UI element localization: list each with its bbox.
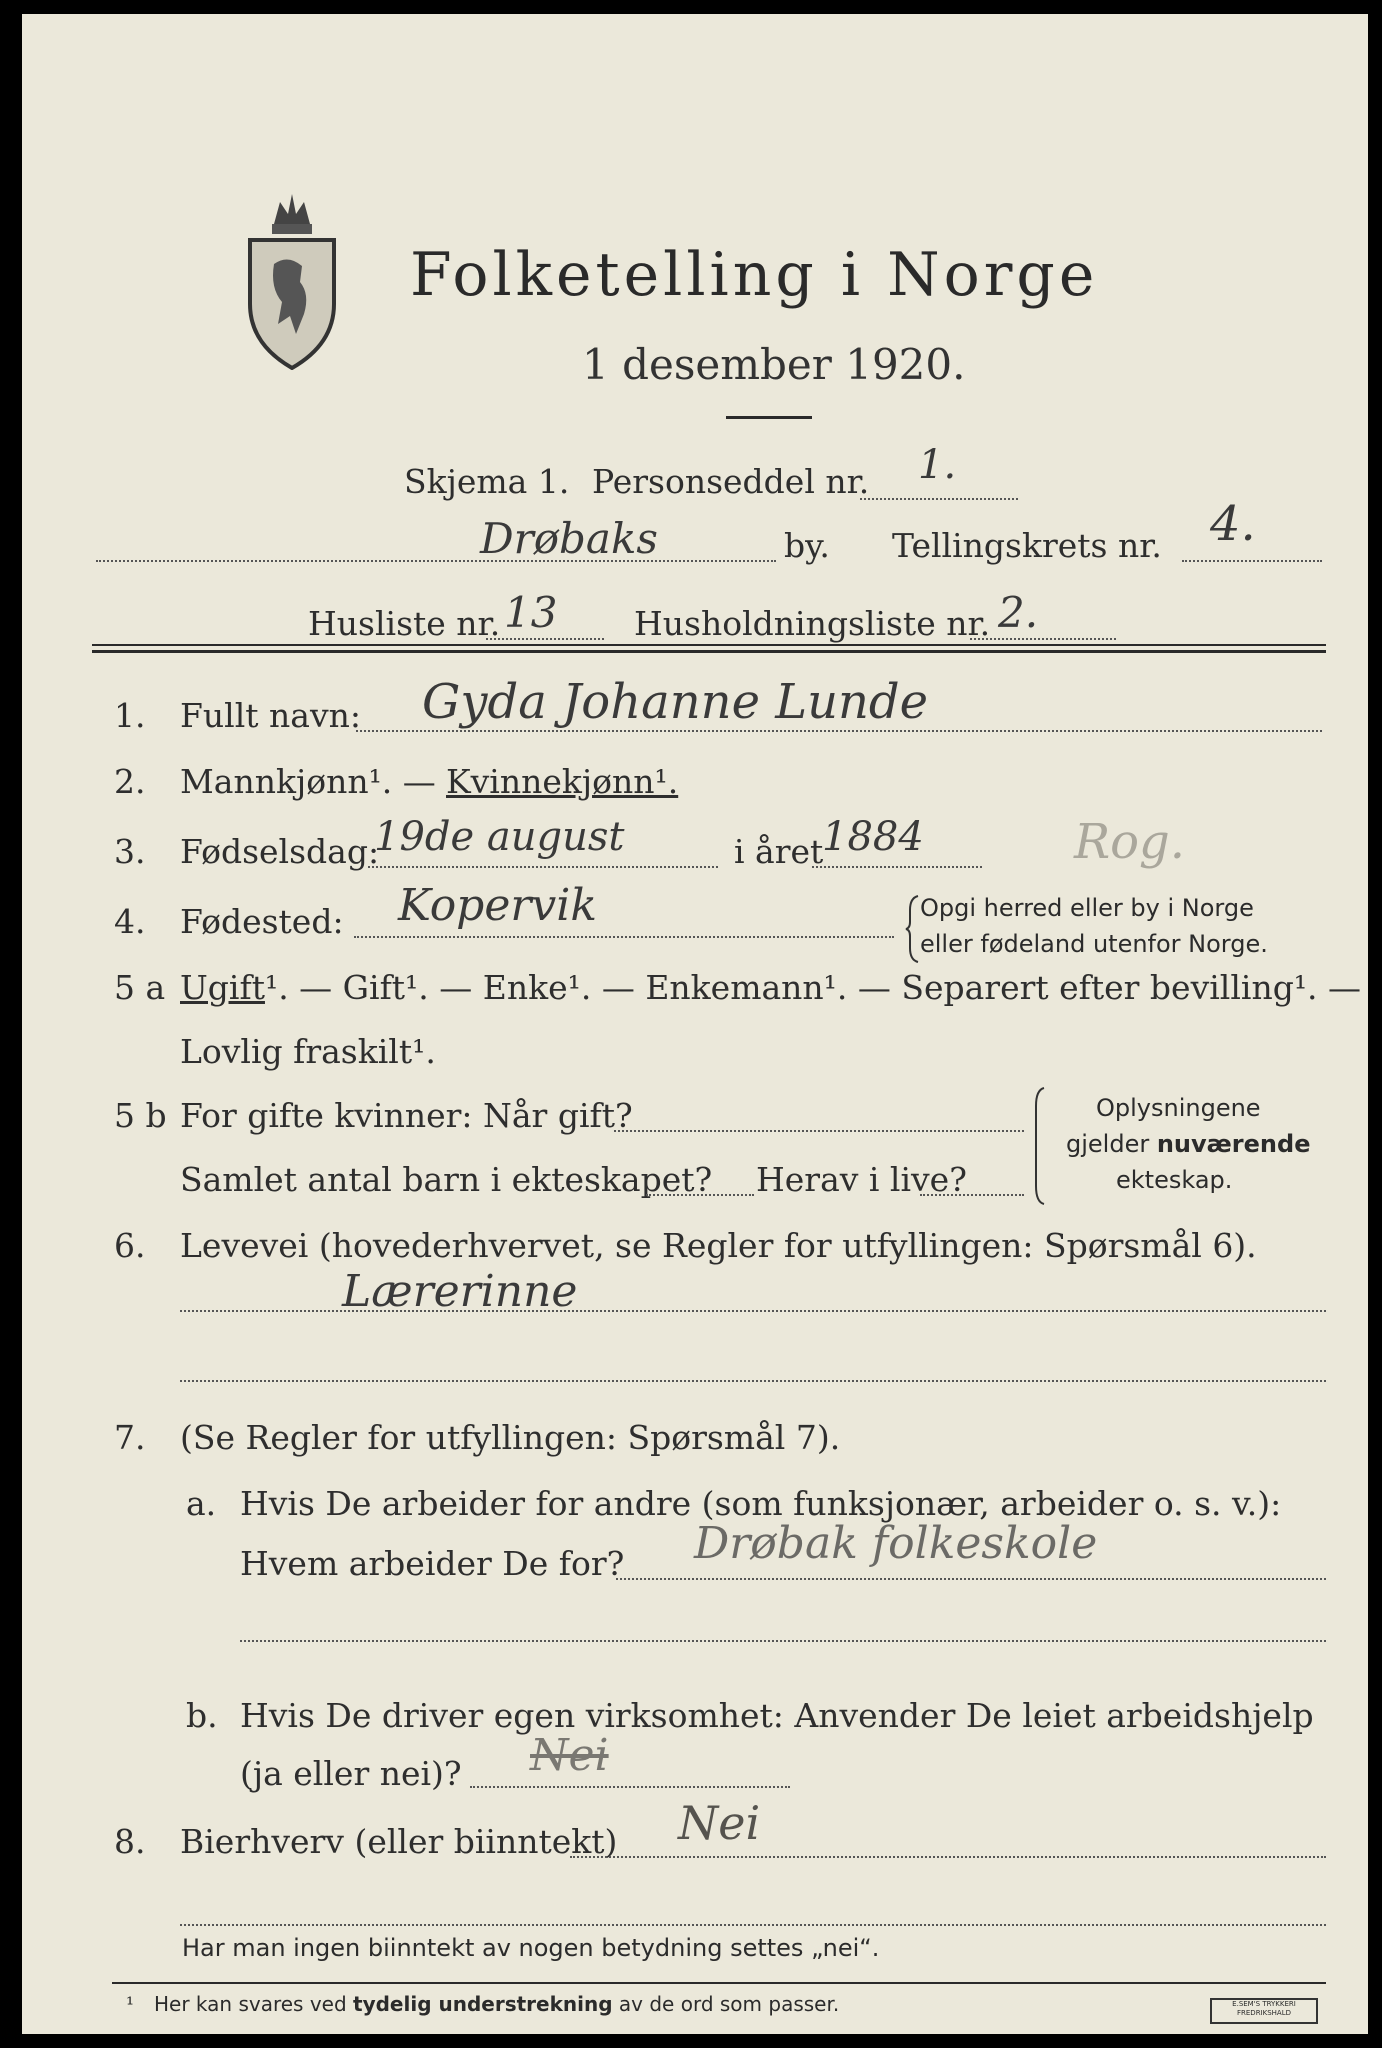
q8-extra-line [180,1924,1326,1926]
personseddel-value: 1. [918,442,957,488]
q7a-line2: Hvem arbeider De for? [240,1544,625,1583]
q4-number: 4. [114,902,146,941]
q4-label: Fødested: [180,902,344,941]
q7-number: 7. [114,1418,146,1457]
q4-value: Kopervik [398,880,598,931]
q6-number: 6. [114,1226,146,1265]
husholdning-line [970,638,1116,640]
printer-stamp [1210,1998,1318,2024]
printer-line2: FREDRIKSHALD [1236,2009,1291,2017]
q8-line [570,1856,1326,1858]
q7a-value: Drøbak folkeskole [694,1518,1098,1569]
q3-day-value: 19de august [374,814,625,860]
q8-value: Nei [678,1796,761,1850]
census-date: 1 desember 1920. [582,340,966,389]
q3-year-label: i året [734,832,824,871]
husholdning-value: 2. [998,588,1039,637]
q1-value: Gyda Johanne Lunde [422,674,929,730]
tellingskrets-line [1182,560,1322,562]
by-label: by. [784,526,830,565]
q7b-line1: Hvis De driver egen virksomhet: Anvender De leiet arbeidshjelp [240,1696,1314,1735]
footnote-a: Her kan svares ved [154,1992,347,2016]
q3-day-line [368,866,718,868]
husliste-value: 13 [504,588,558,637]
skjema-label: Skjema 1. [404,462,570,501]
husliste-line [486,638,604,640]
q1-line [356,730,1322,732]
q5a-line2: Lovlig fraskilt¹. [180,1032,436,1071]
q7b-value: Nei [530,1730,609,1781]
q5b-note-line3: ekteskap. [1116,1166,1233,1194]
title-divider [726,416,812,419]
q5a-number: 5 a [114,968,166,1007]
q7b-line [470,1786,790,1788]
q5a-rest: ¹. — Gift¹. — Enke¹. — Enkemann¹. — Separert efter bevilling¹. — [264,968,1362,1007]
q6-line2 [180,1380,1326,1382]
q3-year-value: 1884 [822,814,924,860]
q8-number: 8. [114,1822,146,1861]
footnote-mark: ¹ [126,1992,135,2016]
footnote [154,1992,839,2016]
tellingskrets-label: Tellingskrets nr. [892,526,1162,565]
q1-number: 1. [114,696,146,735]
q4-note-line1: Opgi herred eller by i Norge [920,894,1254,922]
q1-label: Fullt navn: [180,696,361,735]
q6-value: Lærerinne [342,1266,578,1317]
q5b-number: 5 b [114,1096,167,1135]
q5b-children-line [646,1194,754,1196]
footnote-c: av de ord som passer. [618,1992,840,2016]
personseddel-label: Personseddel nr. [592,462,870,501]
q5b-note-gjelder: gjelder [1066,1130,1150,1158]
q5b-label: For gifte kvinner: Når gift? [180,1096,633,1135]
q7b-letter: b. [186,1696,218,1735]
tellingskrets-value: 4. [1210,496,1256,552]
q4-line [354,936,894,938]
coat-of-arms-icon [244,184,340,370]
q5b-alive-line [920,1194,1024,1196]
q5b-note-line1: Oplysningene [1096,1094,1261,1122]
census-form [22,14,1368,2034]
personseddel-line [860,498,1018,500]
q3-margin-note: Rog. [1074,814,1186,870]
q3-number: 3. [114,832,146,871]
q6-label: Levevei (hovederhvervet, se Regler for utfyllingen: Spørsmål 6). [180,1226,1257,1265]
q5a-options [180,968,1361,1007]
q2-female: Kvinnekjønn¹. [446,762,679,801]
q2-number: 2. [114,762,146,801]
q5b-note-nuvaerende: nuværende [1156,1130,1311,1158]
q5b-children-label: Samlet antal barn i ekteskapet? [180,1160,713,1199]
q5b-brace-left-icon [1032,1086,1048,1206]
q7a-line1: Hvis De arbeider for andre (som funksjonær, arbeider o. s. v.): [240,1484,1282,1523]
husholdning-label: Husholdningsliste nr. [634,604,991,643]
q3-year-line [812,866,982,868]
footer-note: Har man ingen biinntekt av nogen betydning settes „nei“. [182,1934,880,1962]
q7b-line2: (ja eller nei)? [240,1754,462,1793]
footer-rule [112,1982,1326,1984]
q5b-alive-label: Herav i live? [756,1160,967,1199]
q5a-ugift: Ugift [180,968,265,1007]
husliste-label: Husliste nr. [308,604,501,643]
header-rule-top [92,644,1326,646]
q2-male: Mannkjønn¹. — [180,762,436,801]
q7a-extra-line [240,1640,1326,1642]
by-value: Drøbaks [480,514,658,563]
header-rule-bottom [92,650,1326,653]
footnote-b: tydelig understrekning [353,1992,613,2016]
q8-label: Bierhverv (eller biinntekt) [180,1822,618,1861]
q5b-married-line [614,1130,1024,1132]
q7a-line [616,1578,1326,1580]
form-title: Folketelling i Norge [410,240,1099,310]
q7-label: (Se Regler for utfyllingen: Spørsmål 7). [180,1418,841,1457]
q3-label: Fødselsdag: [180,832,380,871]
q7a-letter: a. [186,1484,217,1523]
q5b-note-line2 [1066,1130,1310,1158]
printer-line1: E.SEM'S TRYKKERI [1232,2000,1296,2008]
q4-note-line2: eller fødeland utenfor Norge. [920,930,1268,958]
by-line [96,560,776,562]
